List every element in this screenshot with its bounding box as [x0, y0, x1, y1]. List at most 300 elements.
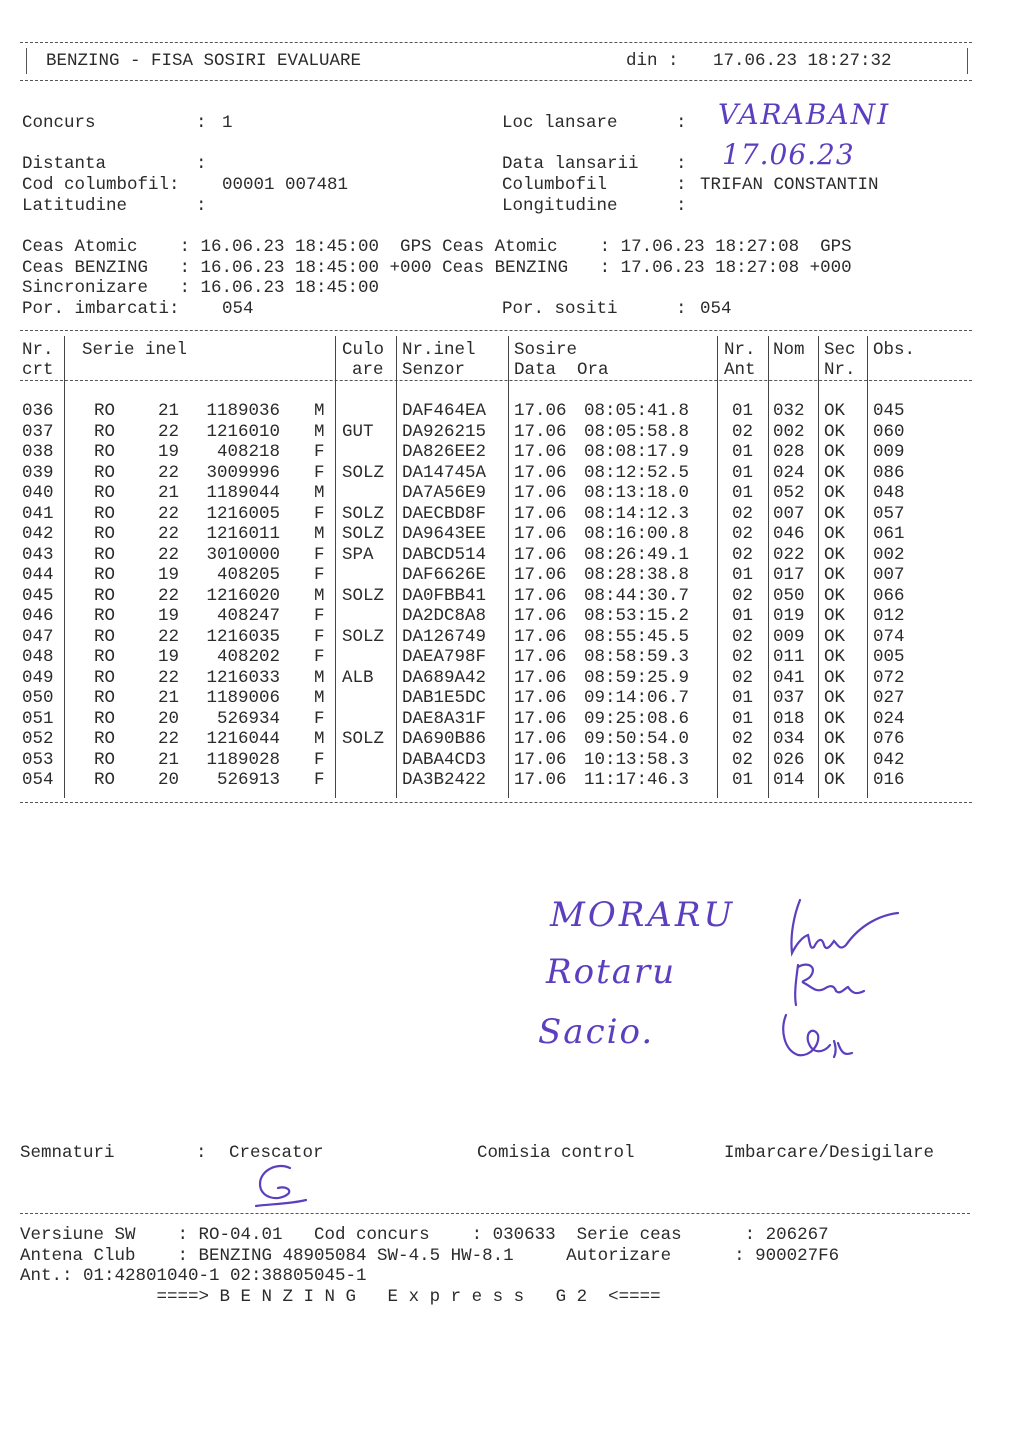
info-longitudine-sep: :: [676, 196, 687, 216]
info-latitudine-label: Latitudine: [22, 196, 128, 216]
info-longitudine-label: Longitudine: [502, 196, 618, 216]
cell-an: 22: [158, 462, 180, 483]
cell-sex: F: [314, 544, 325, 565]
table-column-divider: [818, 336, 819, 798]
cell-sex: F: [314, 708, 325, 729]
arrivals-table: [20, 327, 972, 807]
cell-data: 17.06: [514, 565, 567, 585]
cell-inel: 1216010: [206, 421, 280, 442]
cell-data: 17.06: [514, 585, 567, 606]
header-bottom-rule: [20, 80, 972, 81]
cell-an: 19: [158, 647, 180, 667]
cell-nr: 041: [22, 503, 54, 524]
cell-nr: 045: [22, 585, 54, 606]
cell-tara: RO: [94, 524, 116, 544]
cell-cul: SOLZ: [342, 626, 385, 647]
signature-scribbles: [780, 895, 910, 1075]
cell-sex: F: [314, 770, 325, 790]
cell-ora: 11:17:46.3: [584, 770, 690, 790]
signature-crescator-stroke: [256, 1166, 306, 1206]
cell-sex: F: [314, 647, 325, 667]
cell-nr: 053: [22, 749, 54, 770]
cell-tara: RO: [94, 421, 116, 442]
cell-tara: RO: [94, 770, 116, 790]
cell-sec: OK: [824, 647, 846, 667]
cell-senzor: DA14745A: [402, 462, 487, 483]
cell-senzor: DA126749: [402, 626, 487, 647]
signature-1-stroke: [791, 900, 898, 953]
cell-ant: 01: [732, 688, 754, 708]
cell-nom: 018: [773, 708, 805, 729]
info-loc-sep: :: [676, 113, 687, 133]
cell-tara: RO: [94, 442, 116, 462]
cell-sex: M: [314, 585, 325, 606]
cell-an: 21: [158, 483, 180, 503]
cell-ora: 08:58:59.3: [584, 647, 690, 667]
cell-ant: 02: [732, 626, 754, 647]
cell-nom: 024: [773, 462, 805, 483]
cell-data: 17.06: [514, 749, 567, 770]
col-nom: Nom: [773, 340, 805, 360]
col-senzor-1: Nr.inel: [402, 340, 476, 360]
col-ant-1: Nr.: [724, 340, 756, 360]
cell-nr: 044: [22, 565, 54, 585]
cell-tara: RO: [94, 626, 116, 647]
cell-inel: 526934: [216, 708, 280, 729]
cell-tara: RO: [94, 585, 116, 606]
info-concurs-label: Concurs: [22, 113, 96, 133]
cell-ora: 09:50:54.0: [584, 729, 690, 749]
cell-inel: 1189036: [206, 401, 280, 421]
cell-sec: OK: [824, 524, 846, 544]
cell-sec: OK: [824, 442, 846, 462]
cell-ant: 02: [732, 544, 754, 565]
cell-cul: SOLZ: [342, 503, 385, 524]
cell-sec: OK: [824, 688, 846, 708]
cell-an: 22: [158, 544, 180, 565]
info-columbofil-label: Columbofil: [502, 175, 608, 195]
header-top-rule: [20, 42, 972, 43]
cell-nom: 037: [773, 688, 805, 708]
header-box: [20, 38, 972, 86]
cell-ant: 02: [732, 585, 754, 606]
cell-nom: 052: [773, 483, 805, 503]
cell-senzor: DA2DC8A8: [402, 606, 487, 626]
cell-obs: 072: [873, 667, 905, 688]
cell-ant: 02: [732, 524, 754, 544]
cell-tara: RO: [94, 565, 116, 585]
cell-nom: 026: [773, 749, 805, 770]
cell-sec: OK: [824, 585, 846, 606]
cell-obs: 027: [873, 688, 905, 708]
cell-ant: 02: [732, 667, 754, 688]
signature-crescator-label: Crescator: [229, 1143, 324, 1163]
cell-data: 17.06: [514, 401, 567, 421]
signature-imbarcare-label: Imbarcare/Desigilare: [724, 1143, 935, 1163]
table-top-rule: [20, 330, 972, 331]
cell-ora: 08:12:52.5: [584, 462, 690, 483]
cell-sec: OK: [824, 626, 846, 647]
cell-cul: ALB: [342, 667, 374, 688]
cell-tara: RO: [94, 647, 116, 667]
cell-ant: 01: [732, 483, 754, 503]
cell-senzor: DA9643EE: [402, 524, 487, 544]
cell-tara: RO: [94, 729, 116, 749]
cell-obs: 074: [873, 626, 905, 647]
col-nr-crt-2: crt: [22, 360, 54, 380]
cell-data: 17.06: [514, 524, 567, 544]
cell-senzor: DA0FBB41: [402, 585, 487, 606]
cell-inel: 1189028: [206, 749, 280, 770]
cell-nr: 054: [22, 770, 54, 790]
report-title: BENZING - FISA SOSIRI EVALUARE: [46, 51, 362, 71]
cell-nr: 037: [22, 421, 54, 442]
cell-an: 19: [158, 565, 180, 585]
cell-cul: SOLZ: [342, 729, 385, 749]
signature-comisia-label: Comisia control: [477, 1143, 635, 1163]
cell-sec: OK: [824, 708, 846, 729]
cell-an: 22: [158, 421, 180, 442]
cell-data: 17.06: [514, 483, 567, 503]
cell-ant: 02: [732, 503, 754, 524]
col-ant-2: Ant: [724, 360, 756, 380]
info-data-lansarii-label: Data lansarii: [502, 154, 639, 174]
cell-cul: SOLZ: [342, 585, 385, 606]
cell-obs: 066: [873, 585, 905, 606]
cell-tara: RO: [94, 708, 116, 729]
cell-obs: 061: [873, 524, 905, 544]
cell-data: 17.06: [514, 626, 567, 647]
signatures-sep: :: [196, 1143, 207, 1163]
cell-inel: 526913: [216, 770, 280, 790]
cell-an: 22: [158, 626, 180, 647]
cell-tara: RO: [94, 606, 116, 626]
signatures-label: Semnaturi: [20, 1143, 115, 1163]
arrived-value: 054: [700, 299, 732, 319]
table-column-divider: [768, 336, 769, 798]
cell-nom: 050: [773, 585, 805, 606]
cell-nr: 038: [22, 442, 54, 462]
cell-tara: RO: [94, 688, 116, 708]
info-distanta-label: Distanta: [22, 154, 107, 174]
cell-an: 22: [158, 503, 180, 524]
cell-obs: 002: [873, 544, 905, 565]
col-culoare-1: Culo: [342, 340, 385, 360]
embarked-label: Por. imbarcati:: [22, 299, 180, 319]
footer-version-line: Versiune SW : RO-04.01 Cod concurs : 030633 Serie ceas : 206267: [20, 1225, 829, 1245]
cell-an: 21: [158, 688, 180, 708]
cell-an: 22: [158, 667, 180, 688]
col-obs: Obs.: [873, 340, 916, 360]
cell-an: 21: [158, 749, 180, 770]
cell-inel: 1189044: [206, 483, 280, 503]
cell-sex: M: [314, 524, 325, 544]
cell-sex: F: [314, 606, 325, 626]
footer-antena-line: Antena Club : BENZING 48905084 SW-4.5 HW-8.1 Autorizare : 900027F6: [20, 1246, 840, 1266]
info-loc-label: Loc lansare: [502, 113, 618, 133]
cell-data: 17.06: [514, 708, 567, 729]
cell-nr: 051: [22, 708, 54, 729]
cell-nr: 036: [22, 401, 54, 421]
cell-data: 17.06: [514, 688, 567, 708]
cell-ora: 08:55:45.5: [584, 626, 690, 647]
cell-ora: 08:59:25.9: [584, 667, 690, 688]
cell-sex: F: [314, 626, 325, 647]
handwritten-data-lansarii: 17.06.23: [722, 138, 855, 171]
cell-sex: F: [314, 749, 325, 770]
table-column-divider: [508, 336, 509, 798]
info-concurs-value: 1: [222, 113, 233, 133]
cell-nom: 046: [773, 524, 805, 544]
cell-inel: 1216044: [206, 729, 280, 749]
cell-obs: 045: [873, 401, 905, 421]
cell-sec: OK: [824, 565, 846, 585]
cell-obs: 005: [873, 647, 905, 667]
cell-ant: 02: [732, 749, 754, 770]
table-column-divider: [867, 336, 868, 798]
clock-benzing-line: Ceas BENZING : 16.06.23 18:45:00 +000 Ceas BENZING : 17.06.23 18:27:08 +000: [22, 258, 852, 278]
cell-obs: 009: [873, 442, 905, 462]
table-column-divider: [396, 336, 397, 798]
header-right-bar: [967, 48, 968, 74]
cell-tara: RO: [94, 749, 116, 770]
cell-nr: 052: [22, 729, 54, 749]
info-cod-value: 00001 007481: [222, 175, 349, 195]
cell-senzor: DAECBD8F: [402, 503, 487, 524]
handwritten-name-1: MORARU: [550, 895, 736, 935]
cell-data: 17.06: [514, 729, 567, 749]
cell-an: 19: [158, 606, 180, 626]
cell-nr: 050: [22, 688, 54, 708]
cell-senzor: DA3B2422: [402, 770, 487, 790]
cell-nom: 009: [773, 626, 805, 647]
cell-nr: 048: [22, 647, 54, 667]
col-sec-2: Nr.: [824, 360, 856, 380]
col-sec-1: Sec: [824, 340, 856, 360]
report-datetime: 17.06.23 18:27:32: [713, 51, 892, 71]
cell-ant: 01: [732, 606, 754, 626]
cell-an: 21: [158, 401, 180, 421]
cell-ora: 08:14:12.3: [584, 503, 690, 524]
info-columbofil-value: TRIFAN CONSTANTIN: [700, 175, 879, 195]
footer-brand-line: ====> B E N Z I N G E x p r e s s G 2 <====: [20, 1287, 661, 1307]
cell-an: 22: [158, 524, 180, 544]
cell-an: 22: [158, 585, 180, 606]
cell-cul: SOLZ: [342, 462, 385, 483]
cell-senzor: DAF464EA: [402, 401, 487, 421]
cell-an: 20: [158, 708, 180, 729]
cell-data: 17.06: [514, 770, 567, 790]
col-senzor-2: Senzor: [402, 360, 466, 380]
arrived-sep: :: [676, 299, 687, 319]
cell-sex: M: [314, 483, 325, 503]
cell-sex: M: [314, 729, 325, 749]
cell-tara: RO: [94, 462, 116, 483]
cell-senzor: DAF6626E: [402, 565, 487, 585]
cell-ora: 08:28:38.8: [584, 565, 690, 585]
cell-ora: 08:05:41.8: [584, 401, 690, 421]
table-column-divider: [717, 336, 718, 798]
cell-ora: 08:44:30.7: [584, 585, 690, 606]
cell-nom: 022: [773, 544, 805, 565]
cell-sex: M: [314, 401, 325, 421]
col-serie-inel: Serie inel: [82, 340, 188, 360]
cell-obs: 060: [873, 421, 905, 442]
cell-data: 17.06: [514, 544, 567, 565]
cell-inel: 1216035: [206, 626, 280, 647]
header-left-bar: [26, 48, 27, 74]
cell-ora: 09:25:08.6: [584, 708, 690, 729]
cell-sec: OK: [824, 729, 846, 749]
cell-cul: SPA: [342, 544, 374, 565]
cell-inel: 1216011: [206, 524, 280, 544]
cell-nom: 014: [773, 770, 805, 790]
info-distanta-sep: :: [196, 154, 207, 174]
cell-ora: 09:14:06.7: [584, 688, 690, 708]
cell-nom: 034: [773, 729, 805, 749]
cell-inel: 3010000: [206, 544, 280, 565]
cell-ant: 01: [732, 708, 754, 729]
cell-ora: 08:05:58.8: [584, 421, 690, 442]
cell-senzor: DA826EE2: [402, 442, 487, 462]
cell-nom: 011: [773, 647, 805, 667]
info-data-lansarii-sep: :: [676, 154, 687, 174]
cell-senzor: DA926215: [402, 421, 487, 442]
cell-nom: 002: [773, 421, 805, 442]
cell-data: 17.06: [514, 647, 567, 667]
signature-3-stroke: [783, 1015, 852, 1057]
cell-inel: 408205: [216, 565, 280, 585]
din-label: din :: [626, 51, 679, 71]
cell-sec: OK: [824, 667, 846, 688]
cell-sec: OK: [824, 421, 846, 442]
cell-sec: OK: [824, 544, 846, 565]
cell-data: 17.06: [514, 667, 567, 688]
cell-cul: GUT: [342, 421, 374, 442]
cell-inel: 1216020: [206, 585, 280, 606]
cell-ant: 02: [732, 729, 754, 749]
cell-ora: 08:08:17.9: [584, 442, 690, 462]
cell-inel: 1216033: [206, 667, 280, 688]
table-bottom-rule: [20, 802, 972, 803]
cell-obs: 012: [873, 606, 905, 626]
cell-nom: 007: [773, 503, 805, 524]
cell-obs: 007: [873, 565, 905, 585]
footer-ant-line: Ant.: 01:42801040-1 02:38805045-1: [20, 1266, 367, 1286]
cell-sec: OK: [824, 770, 846, 790]
col-sosire-1: Sosire: [514, 340, 578, 360]
table-column-divider: [64, 336, 65, 798]
cell-an: 19: [158, 442, 180, 462]
cell-inel: 1189006: [206, 688, 280, 708]
cell-sec: OK: [824, 606, 846, 626]
cell-sec: OK: [824, 483, 846, 503]
cell-senzor: DA690B86: [402, 729, 487, 749]
cell-data: 17.06: [514, 606, 567, 626]
cell-sex: F: [314, 462, 325, 483]
clock-atomic-line: Ceas Atomic : 16.06.23 18:45:00 GPS Ceas Atomic : 17.06.23 18:27:08 GPS: [22, 237, 852, 257]
cell-nr: 049: [22, 667, 54, 688]
cell-inel: 408202: [216, 647, 280, 667]
info-concurs-sep: :: [196, 113, 207, 133]
info-columbofil-sep: :: [676, 175, 687, 195]
footer-rule: [20, 1213, 970, 1214]
cell-ant: 02: [732, 421, 754, 442]
cell-an: 20: [158, 770, 180, 790]
cell-tara: RO: [94, 401, 116, 421]
handwritten-loc-lansare: VARABANI: [718, 98, 891, 131]
cell-data: 17.06: [514, 442, 567, 462]
cell-nr: 047: [22, 626, 54, 647]
col-culoare-2: are: [352, 360, 384, 380]
cell-data: 17.06: [514, 421, 567, 442]
cell-sec: OK: [824, 749, 846, 770]
cell-nr: 040: [22, 483, 54, 503]
cell-senzor: DABCD514: [402, 544, 487, 565]
cell-sex: M: [314, 421, 325, 442]
cell-inel: 408247: [216, 606, 280, 626]
cell-nom: 019: [773, 606, 805, 626]
cell-senzor: DA689A42: [402, 667, 487, 688]
cell-obs: 076: [873, 729, 905, 749]
cell-inel: 408218: [216, 442, 280, 462]
cell-ora: 08:13:18.0: [584, 483, 690, 503]
cell-ant: 01: [732, 770, 754, 790]
cell-nom: 041: [773, 667, 805, 688]
handwritten-name-2: Rotaru: [546, 952, 677, 992]
cell-inel: 1216005: [206, 503, 280, 524]
cell-nr: 043: [22, 544, 54, 565]
info-cod-label: Cod columbofil:: [22, 175, 180, 195]
cell-ora: 08:53:15.2: [584, 606, 690, 626]
cell-nom: 028: [773, 442, 805, 462]
cell-ora: 10:13:58.3: [584, 749, 690, 770]
cell-sex: M: [314, 688, 325, 708]
cell-sec: OK: [824, 401, 846, 421]
cell-obs: 086: [873, 462, 905, 483]
signature-2-stroke: [795, 965, 864, 1005]
cell-sex: M: [314, 667, 325, 688]
cell-senzor: DAB1E5DC: [402, 688, 487, 708]
cell-tara: RO: [94, 483, 116, 503]
cell-ant: 01: [732, 565, 754, 585]
cell-tara: RO: [94, 667, 116, 688]
cell-tara: RO: [94, 503, 116, 524]
info-latitudine-sep: :: [196, 196, 207, 216]
cell-obs: 024: [873, 708, 905, 729]
clock-sync-line: Sincronizare : 16.06.23 18:45:00: [22, 278, 380, 298]
cell-nom: 032: [773, 401, 805, 421]
cell-sex: F: [314, 442, 325, 462]
signature-crescator-scribble: [250, 1160, 310, 1215]
cell-nr: 046: [22, 606, 54, 626]
cell-ora: 08:26:49.1: [584, 544, 690, 565]
cell-obs: 057: [873, 503, 905, 524]
cell-an: 22: [158, 729, 180, 749]
cell-nom: 017: [773, 565, 805, 585]
cell-obs: 042: [873, 749, 905, 770]
cell-senzor: DAE8A31F: [402, 708, 487, 729]
cell-ant: 01: [732, 442, 754, 462]
cell-senzor: DABA4CD3: [402, 749, 487, 770]
cell-inel: 3009996: [206, 462, 280, 483]
cell-sec: OK: [824, 462, 846, 483]
cell-obs: 048: [873, 483, 905, 503]
table-column-divider: [335, 336, 336, 798]
cell-data: 17.06: [514, 503, 567, 524]
cell-tara: RO: [94, 544, 116, 565]
cell-ant: 02: [732, 647, 754, 667]
